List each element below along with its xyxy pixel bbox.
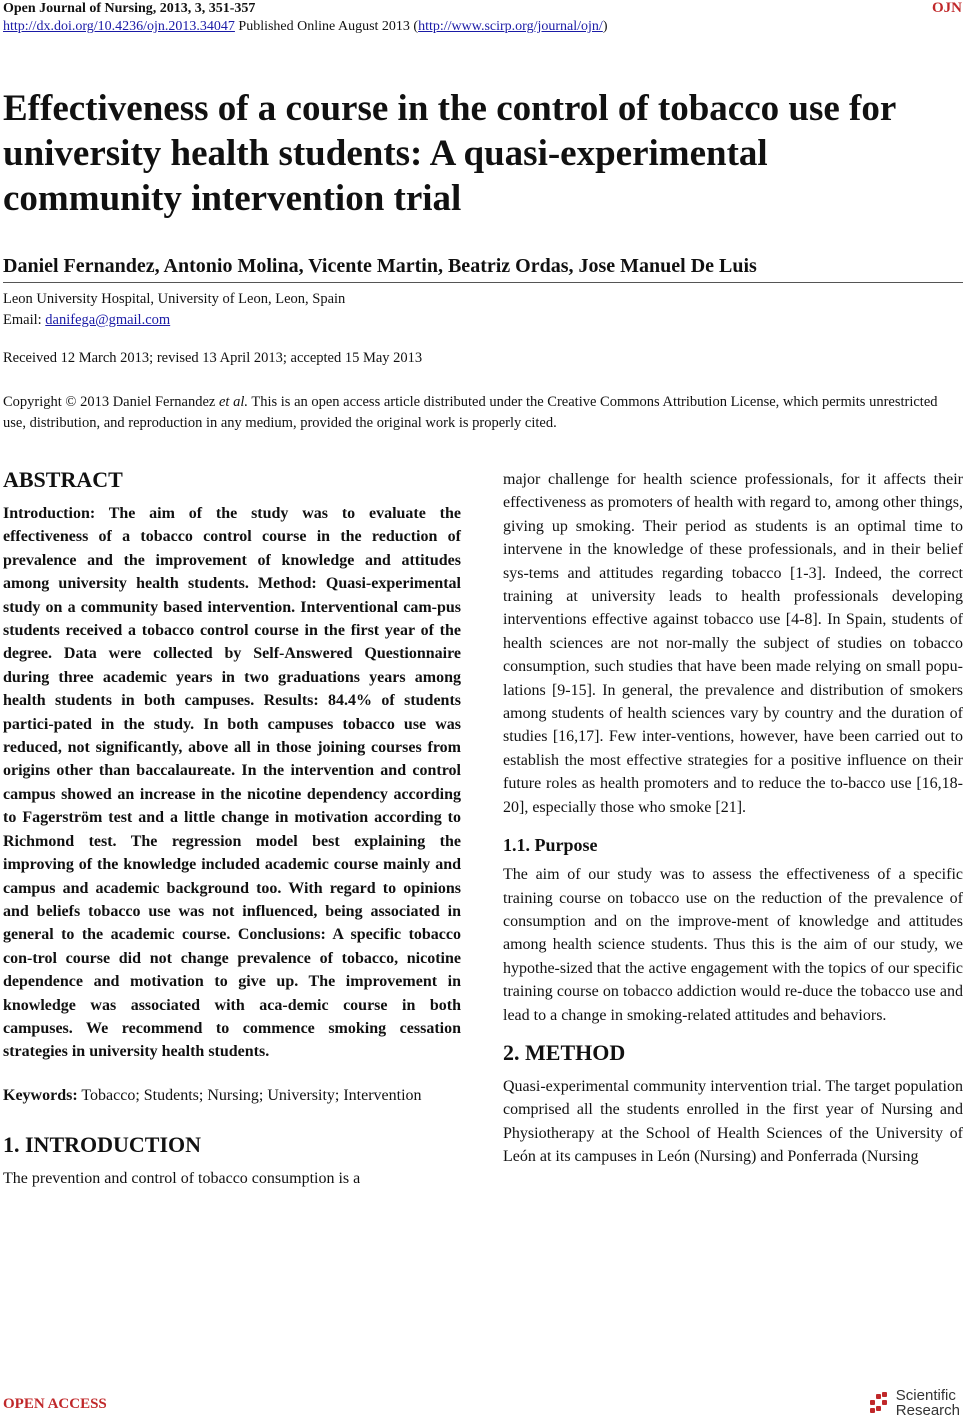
close-paren: ) <box>602 19 608 34</box>
logo-line-2: Research <box>895 1402 960 1419</box>
author-divider <box>3 282 963 283</box>
email-line <box>3 310 345 331</box>
doi-line <box>3 18 607 36</box>
logo-wordmark <box>896 1388 960 1418</box>
intro-text-continued: major challenge for health science professionals, for it affects their effectiveness as promoters of health with regard to, among other things, giving up smoking. Their period as students is an optimal time to intervene in the knowledge of these professionals, and in their belief sys-tems and attitudes regarding tobacco [1-3]. Indeed, the correct training at university leads to health professionals developing interventions effective against tobacco use [4-8]. In Spain, students of health sciences are not nor-mally the subject of studies on tobacco consumption, such studies that have been made relying on small popu-lations [9-15]. In general, the prevalence and distribution of smokers among students of health sciences vary by country and the duration of studies [16,17]. Few inter-ventions, however, have been carried out to establish the most effective strategies for a positive influence on their future roles as health promoters and to reduce the to-bacco use [16,18-20], especially those who smoke [21]. <box>503 471 963 816</box>
email-label: Email: <box>3 312 46 328</box>
author-list: Daniel Fernandez, Antonio Molina, Vicente Martin, Beatriz Ordas, Jose Manuel De Luis <box>3 255 757 277</box>
keywords-text: Tobacco; Students; Nursing; University; Intervention <box>77 1086 422 1104</box>
affiliation-block <box>3 289 345 331</box>
open-access-label: OPEN ACCESS <box>3 1396 107 1412</box>
running-header <box>3 0 607 36</box>
logo-line-1: Scientific <box>895 1387 956 1404</box>
affiliation: Leon University Hospital, University of Leon, Leon, Spain <box>3 291 346 307</box>
keywords <box>3 1084 461 1107</box>
method-heading: 2. METHOD <box>503 1039 626 1065</box>
intro-text-start: The prevention and control of tobacco consumption is a <box>3 1170 361 1188</box>
copyright-after: This is an open access article distributed under the Creative Commons Attribution License, which permits unrestricted use, distribution, and reproduction in any medium, provided the original work is properly cited. <box>3 394 938 431</box>
copyright-etal: et al. <box>219 394 248 410</box>
published-text: Published Online August 2013 ( <box>234 19 419 34</box>
publisher-logo <box>870 1388 960 1418</box>
copyright-notice <box>3 392 963 434</box>
keywords-label: Keywords: <box>3 1086 78 1104</box>
method-text: Quasi-experimental community intervention trial. The target population comprised all the students enrolled in the first year of Nursing and Physiotherapy at the School of Health Sciences of the University of León at its campuses in León (Nursing) and Ponferrada (Nursing <box>503 1077 963 1166</box>
email-link[interactable]: danifega@gmail.com <box>45 312 171 328</box>
abstract-heading: ABSTRACT <box>3 467 123 492</box>
purpose-text: The aim of our study was to assess the effectiveness of a specific training course on tobacco use on the reduction of the prevalence of consumption and on the improve-ment of knowledge and attitudes among health science students. Thus this is the aim of our study, we hypothe-sized that the active engagement with the topics of our specific training course on tobacco addiction would re-duce the tobacco use and lead to a change in smoking-related attitudes and behaviors. <box>503 866 963 1024</box>
right-column <box>503 468 963 1169</box>
journal-abbrev: OJN <box>932 0 962 16</box>
paper-title: Effectiveness of a course in the control of tobacco use for university health students: A quasi-experimental community intervention trial <box>3 88 896 219</box>
purpose-heading: 1.1. Purpose <box>503 835 598 856</box>
left-column <box>3 466 461 1191</box>
journal-url-link[interactable]: http://www.scirp.org/journal/ojn/ <box>418 19 603 34</box>
doi-link[interactable]: http://dx.doi.org/10.4236/ojn.2013.34047 <box>3 19 235 34</box>
received-dates: Received 12 March 2013; revised 13 April 2013; accepted 15 May 2013 <box>3 350 423 366</box>
intro-heading: 1. INTRODUCTION <box>3 1132 202 1158</box>
journal-citation: Open Journal of Nursing, 2013, 3, 351-357 <box>3 1 256 16</box>
scientific-research-logo-icon <box>870 1392 892 1414</box>
abstract-text: Introduction: The aim of the study was to evaluate the effectiveness of a tobacco control course in the reduction of prevalence and the improvement of knowledge and attitudes among university health students. Method: Quasi-experimental study on a community based intervention. Interventional cam-pus students received a tobacco control course in the first year of the degree. Data were collected by Self-Answered Questionnaire during three academic years in two graduations years among health students in both campuses. Results: 84.4% of students partici-pated in the study. In both campuses tobacco use was reduced, not significantly, above all in those joining courses from origins other than baccalaureate. In the intervention and control campus showed an increase in the nicotine dependency according to Fagerström test and a little change in motivation according to Richmond test. The regression model best explaining the improving of the knowledge included academic course mainly and campus and academic background too. With regard to opinions and beliefs tobacco use was not influenced, being associated in general to the academic course. Conclusions: A specific tobacco con-trol course did not change prevalence of tobacco, nicotine dependence and motivation to give up. The improvement in knowledge was associated with aca-demic course in both campuses. We recommend to commence smoking cessation strategies in university health students. <box>3 505 461 1061</box>
copyright-before: Copyright © 2013 Daniel Fernandez <box>3 394 219 410</box>
